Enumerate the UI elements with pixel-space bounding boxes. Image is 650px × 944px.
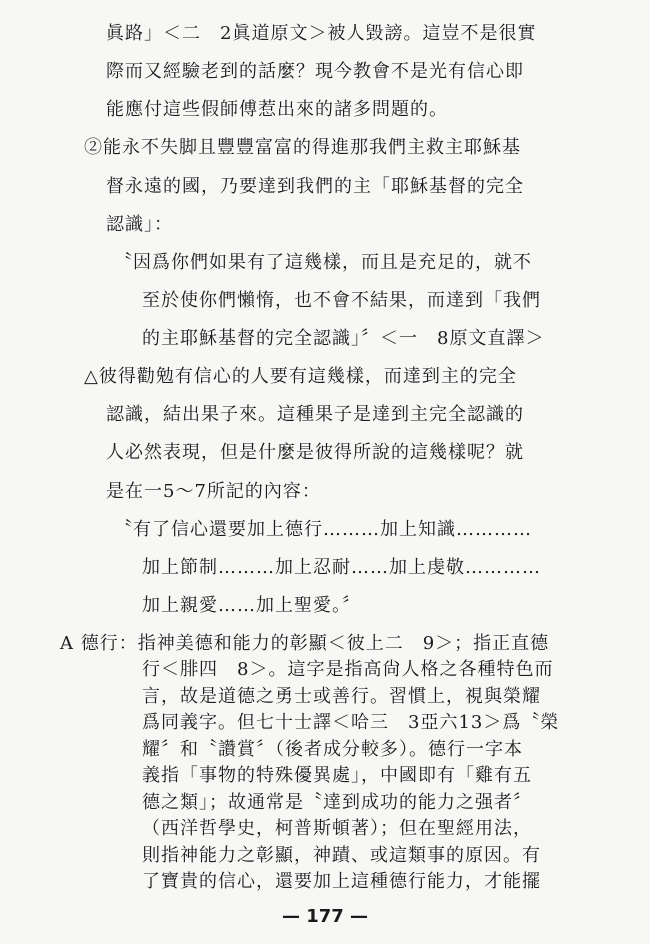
text-line: 認識」： [106, 214, 173, 235]
text-line: 則指神能力之彰顯，神蹟、或這類事的原因。有 [142, 845, 541, 866]
quote-line: 加上節制………加上忍耐……加上虔敬………… [142, 557, 541, 578]
text-line: 義指「事物的特殊優異處」，中國即有「雞有五 [142, 765, 532, 786]
quote-line: 加上親愛……加上聖愛。〞 [142, 595, 361, 616]
text-line: （西洋哲學史，柯普斯頓著）；但在聖經用法， [142, 818, 532, 839]
text-line: 是在一5～7所記的內容： [106, 481, 321, 502]
text-line: 言，故是道德之勇士或善行。習慣上，視與榮耀 [142, 686, 541, 707]
text-line: 了寶貴的信心，還要加上這種德行能力，才能擺 [142, 871, 541, 892]
text-line: 爲同義字。但七十士譯＜哈三 3亞六13＞爲〝榮 [142, 712, 560, 733]
text-line: △彼得勸勉有信心的人要有這幾樣，而達到主的完全 [84, 366, 517, 387]
text-line: 耀〞和〝讚賞〞（後者成分較多）。德行一字本 [142, 739, 523, 760]
quote-line: 的主耶穌基督的完全認識」〞＜一 8原文直譯＞ [142, 328, 545, 349]
text-line: 行＜腓四 8＞。這字是指高尙人格之各種特色而 [142, 659, 554, 680]
text-line: 認識，結出果子來。這種果子是達到主完全認識的 [106, 404, 524, 425]
quote-line: 〝因爲你們如果有了這幾樣，而且是充足的，就不 [114, 252, 532, 273]
text-line: 際而又經驗老到的話麼？現今教會不是光有信心即 [106, 61, 524, 82]
text-line: 德之類」；故通常是〝達到成功的能力之强者〞 [142, 792, 532, 813]
text-line: ②能永不失脚且豐豐富富的得進那我們主救主耶穌基 [84, 137, 521, 158]
quote-line: 〝有了信心還要加上德行………加上知識………… [114, 519, 532, 540]
text-line: 能應付這些假師傅惹出來的諸多問題的。 [106, 99, 448, 120]
text-line: 督永遠的國，乃要達到我們的主「耶穌基督的完全 [106, 176, 524, 197]
text-line: 人必然表現，但是什麼是彼得所說的這幾樣呢？就 [106, 442, 524, 463]
page-number: — 177 — [281, 906, 369, 927]
section-heading-line: A 德行：指神美德和能力的彰顯＜彼上二 9＞；指正直德 [60, 633, 550, 654]
quote-line: 至於使你們懶惰，也不會不結果，而達到「我們 [142, 290, 541, 311]
text-line: 眞路」＜二 2眞道原文＞被人毀謗。這豈不是很實 [106, 23, 537, 44]
